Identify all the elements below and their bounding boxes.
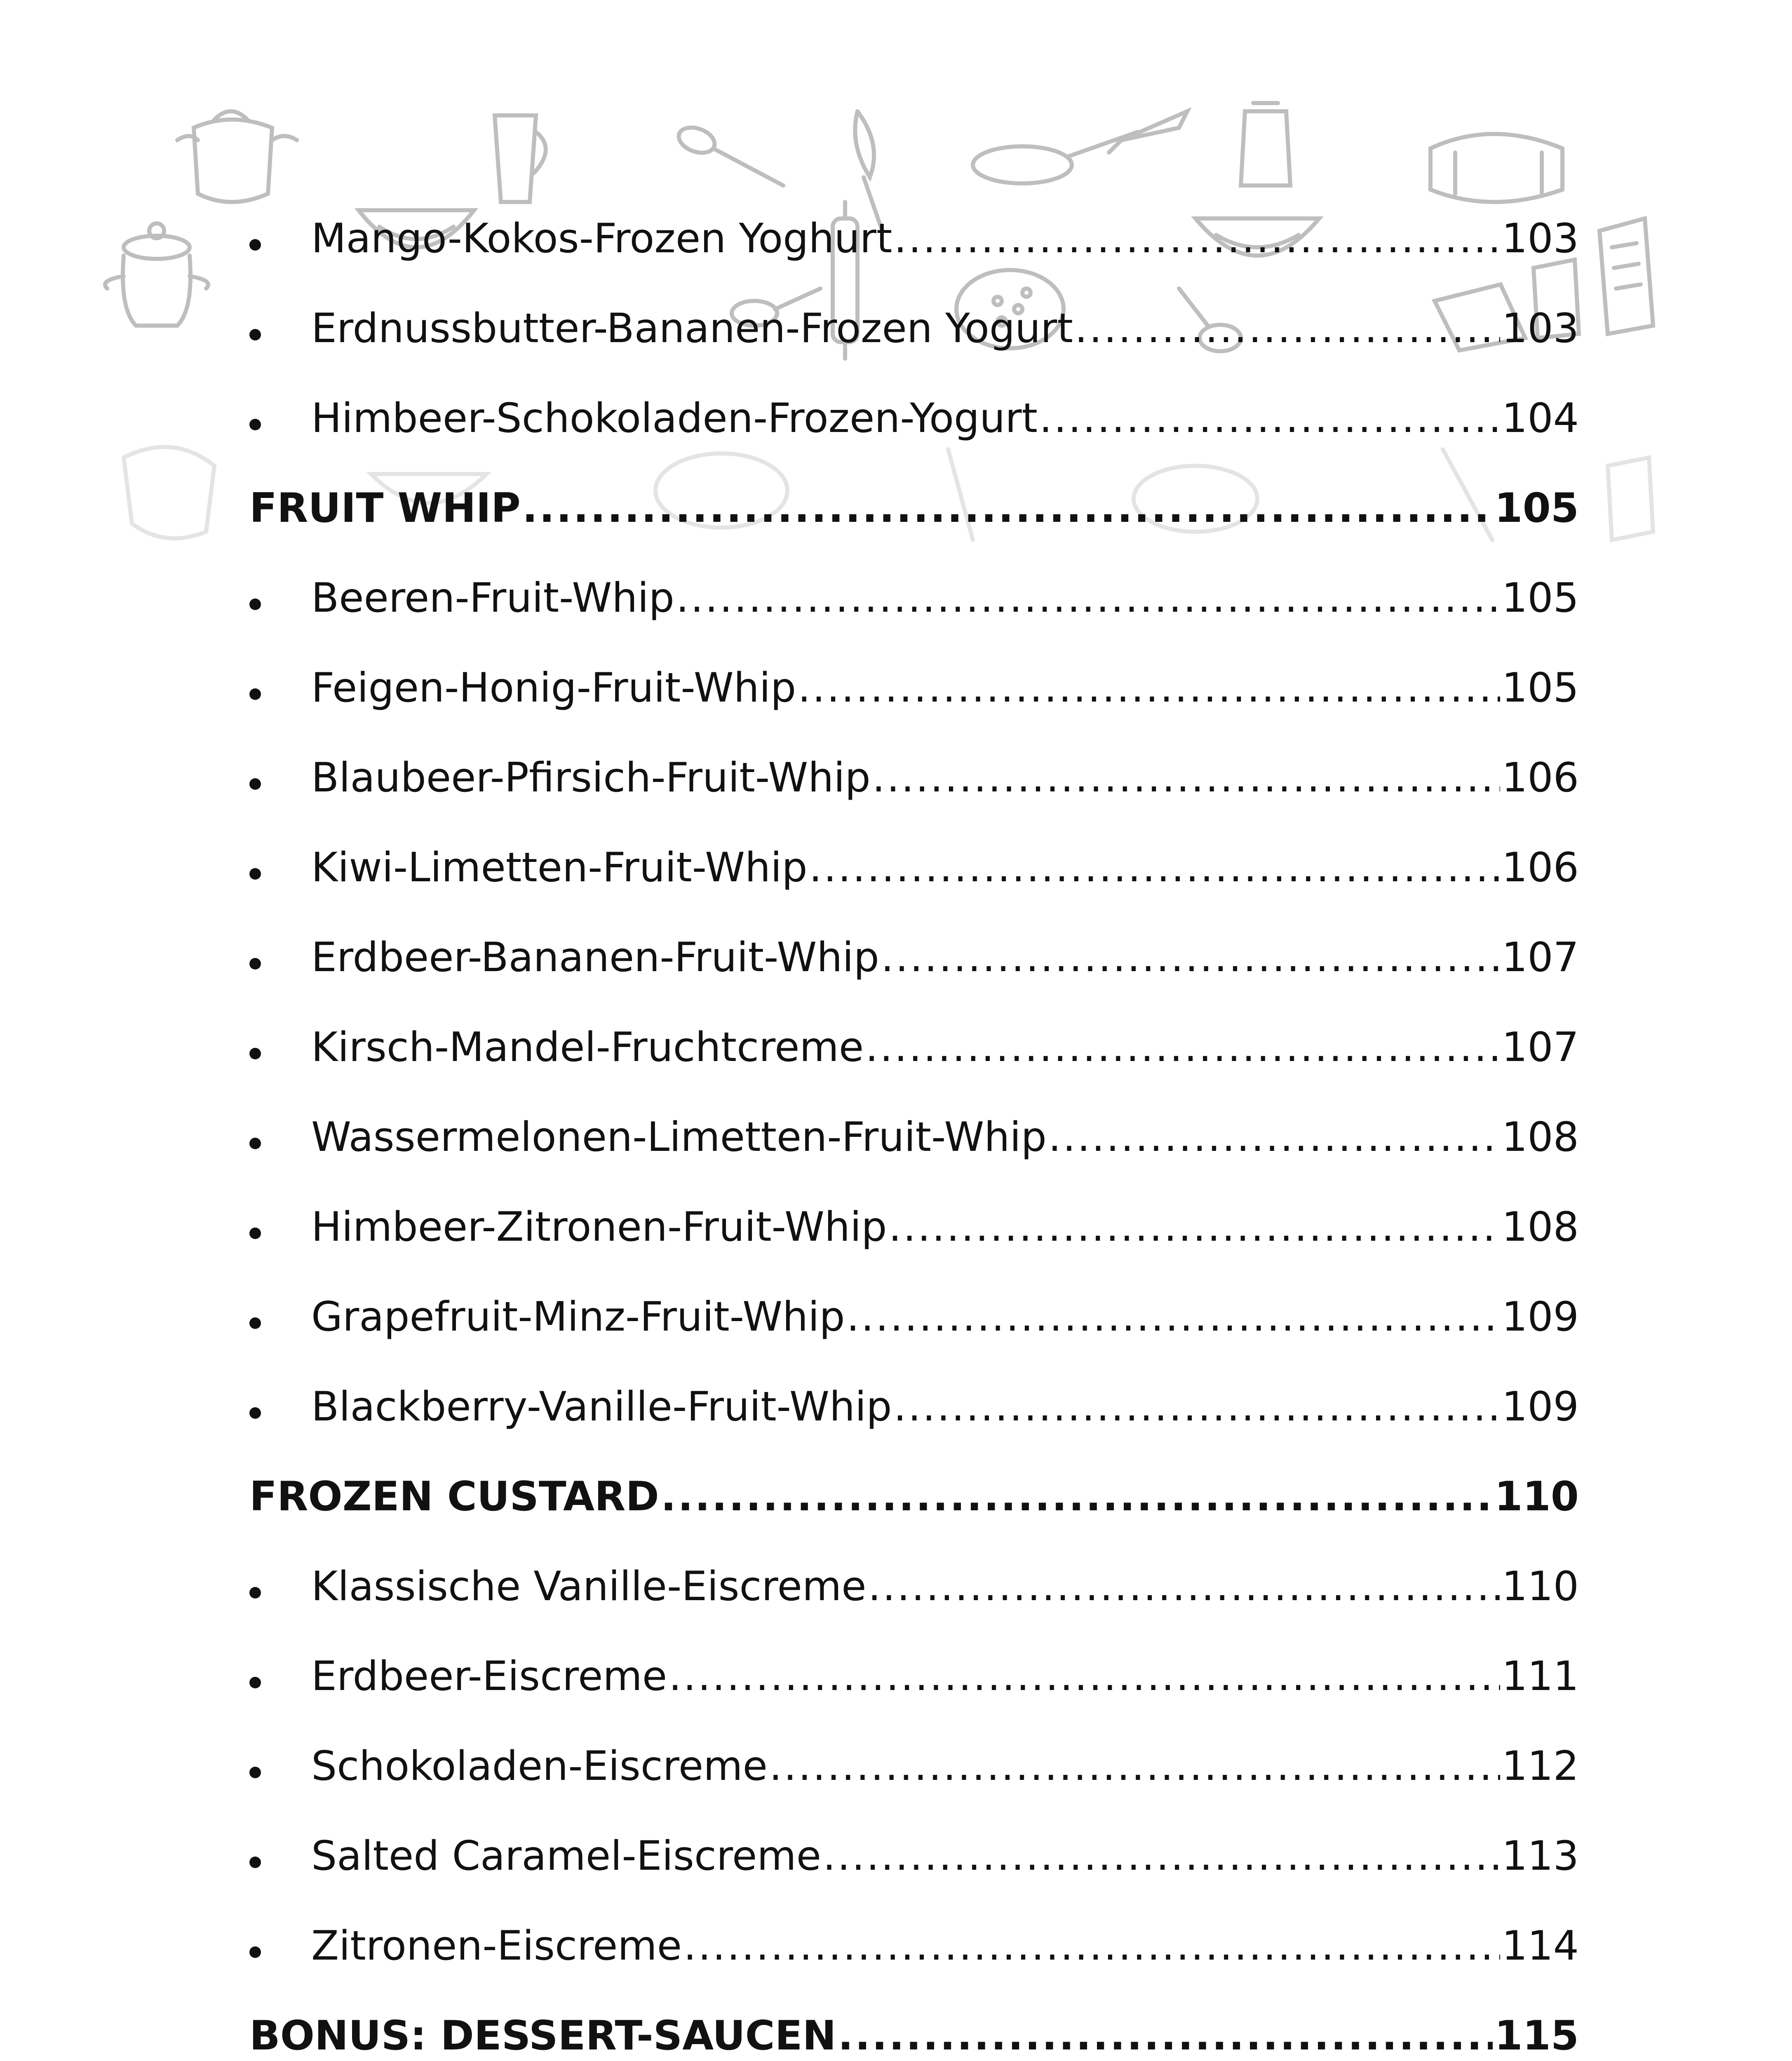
toc-entry[interactable]	[249, 1337, 1579, 1430]
dot-leader	[865, 1027, 1500, 1068]
toc-entry-title: Kiwi-Limetten-Fruit-Whip	[311, 844, 808, 891]
toc-page-number: 109	[1501, 1293, 1579, 1340]
toc-page-number: 113	[1501, 1833, 1579, 1880]
toc-entry[interactable]	[249, 888, 1579, 981]
toc-entry-title: Erdbeer-Eiscreme	[311, 1653, 667, 1700]
table-of-contents	[249, 169, 1579, 2061]
toc-page-number: 106	[1501, 754, 1579, 801]
toc-entry[interactable]	[249, 1068, 1579, 1161]
toc-entry-title: FROZEN CUSTARD	[249, 1473, 659, 1520]
dot-leader	[823, 1836, 1500, 1876]
dot-leader	[868, 1566, 1500, 1607]
toc-entry[interactable]	[249, 528, 1579, 622]
knife-icon	[1109, 111, 1187, 153]
toc-page-number: 107	[1501, 1024, 1579, 1071]
lidded-pot-icon	[105, 223, 208, 326]
toc-entry[interactable]	[249, 708, 1579, 801]
toc-entry[interactable]	[249, 1876, 1579, 1969]
dot-leader	[1039, 398, 1500, 439]
bullet-icon	[249, 308, 311, 349]
dot-leader	[669, 1656, 1500, 1697]
bullet-icon	[249, 758, 311, 798]
toc-page-number: 105	[1501, 664, 1579, 711]
toc-page-number: 115	[1494, 2012, 1579, 2059]
dot-leader	[888, 1207, 1500, 1247]
dot-leader	[798, 668, 1500, 708]
grater-icon	[1599, 218, 1653, 334]
toc-entry[interactable]	[249, 349, 1579, 442]
toc-entry[interactable]	[249, 1517, 1579, 1610]
toc-entry-title: Beeren-Fruit-Whip	[311, 575, 674, 622]
dot-leader	[838, 2016, 1493, 2056]
bullet-icon	[249, 1926, 311, 1966]
toc-entry[interactable]	[249, 618, 1579, 711]
bullet-icon	[249, 937, 311, 978]
dot-leader	[522, 488, 1493, 528]
toc-entry-title: Wassermelonen-Limetten-Fruit-Whip	[311, 1114, 1047, 1161]
toc-section-heading[interactable]	[249, 1427, 1579, 1520]
bullet-icon	[249, 1297, 311, 1337]
toc-entry[interactable]	[249, 169, 1579, 262]
toc-entry-title: Himbeer-Schokoladen-Frozen-Yogurt	[311, 395, 1038, 442]
toc-entry[interactable]	[249, 1786, 1579, 1880]
toc-entry-title: Blaubeer-Pfirsich-Fruit-Whip	[311, 754, 871, 801]
toc-entry-title: Schokoladen-Eiscreme	[311, 1743, 768, 1790]
toc-entry-title: Blackberry-Vanille-Fruit-Whip	[311, 1383, 892, 1430]
toc-page-number: 108	[1501, 1114, 1579, 1161]
toc-page-number: 107	[1501, 934, 1579, 981]
bullet-icon	[249, 668, 311, 708]
bullet-icon	[249, 1207, 311, 1247]
dot-leader	[1075, 308, 1500, 349]
toc-page-number: 103	[1501, 215, 1579, 262]
toc-page-number: 109	[1501, 1383, 1579, 1430]
dot-leader	[894, 218, 1500, 259]
toc-entry-title: Feigen-Honig-Fruit-Whip	[311, 664, 796, 711]
toc-entry-title: Klassische Vanille-Eiscreme	[311, 1563, 867, 1610]
bullet-icon	[249, 218, 311, 259]
toc-entry-title: Grapefruit-Minz-Fruit-Whip	[311, 1293, 845, 1340]
toc-page-number: 105	[1501, 575, 1579, 622]
toc-entry-title: Erdbeer-Bananen-Fruit-Whip	[311, 934, 879, 981]
toc-entry-title: Himbeer-Zitronen-Fruit-Whip	[311, 1204, 887, 1251]
toc-entry-title: BONUS: DESSERT-SAUCEN	[249, 2012, 836, 2059]
dot-leader	[847, 1297, 1500, 1337]
toc-page-number: 110	[1501, 1563, 1579, 1610]
toc-page-number: 103	[1501, 305, 1579, 352]
toc-entry-title: Kirsch-Mandel-Fruchtcreme	[311, 1024, 864, 1071]
dot-leader	[872, 758, 1500, 798]
dot-leader	[683, 1926, 1500, 1966]
bullet-icon	[249, 578, 311, 618]
toc-section-heading[interactable]	[249, 439, 1579, 532]
toc-entry[interactable]	[249, 1157, 1579, 1251]
bullet-icon	[249, 1836, 311, 1876]
dot-leader	[881, 937, 1500, 978]
toc-entry-title: FRUIT WHIP	[249, 485, 521, 532]
toc-entry[interactable]	[249, 1607, 1579, 1700]
dot-leader	[676, 578, 1500, 618]
dot-leader	[1048, 1117, 1500, 1157]
bullet-icon	[249, 1746, 311, 1786]
toc-entry[interactable]	[249, 978, 1579, 1071]
toc-entry[interactable]	[249, 1247, 1579, 1340]
toc-entry[interactable]	[249, 798, 1579, 891]
toc-entry[interactable]	[249, 1697, 1579, 1790]
bullet-icon	[249, 398, 311, 439]
dot-leader	[809, 847, 1500, 888]
toc-page-number: 108	[1501, 1204, 1579, 1251]
toc-page-number: 106	[1501, 844, 1579, 891]
toc-page-number: 111	[1501, 1653, 1579, 1700]
bullet-icon	[249, 1117, 311, 1157]
toc-entry-title: Zitronen-Eiscreme	[311, 1923, 682, 1969]
toc-entry-title: Erdnussbutter-Bananen-Frozen Yogurt	[311, 305, 1073, 352]
dot-leader	[893, 1387, 1500, 1427]
bullet-icon	[249, 1656, 311, 1697]
toc-entry-title: Salted Caramel-Eiscreme	[311, 1833, 822, 1880]
bullet-icon	[249, 1566, 311, 1607]
bullet-icon	[249, 1387, 311, 1427]
toc-section-heading[interactable]	[249, 1966, 1579, 2059]
toc-entry[interactable]	[249, 259, 1579, 352]
bullet-icon	[249, 1027, 311, 1068]
bullet-icon	[249, 847, 311, 888]
toc-page-number: 114	[1501, 1923, 1579, 1969]
dot-leader	[769, 1746, 1500, 1786]
dot-leader	[661, 1477, 1493, 1517]
toc-entry-title: Mango-Kokos-Frozen Yoghurt	[311, 215, 892, 262]
toc-page-number: 105	[1494, 485, 1579, 532]
toc-page-number: 104	[1501, 395, 1579, 442]
toc-page-number: 110	[1494, 1473, 1579, 1520]
toc-page-number: 112	[1501, 1743, 1579, 1790]
